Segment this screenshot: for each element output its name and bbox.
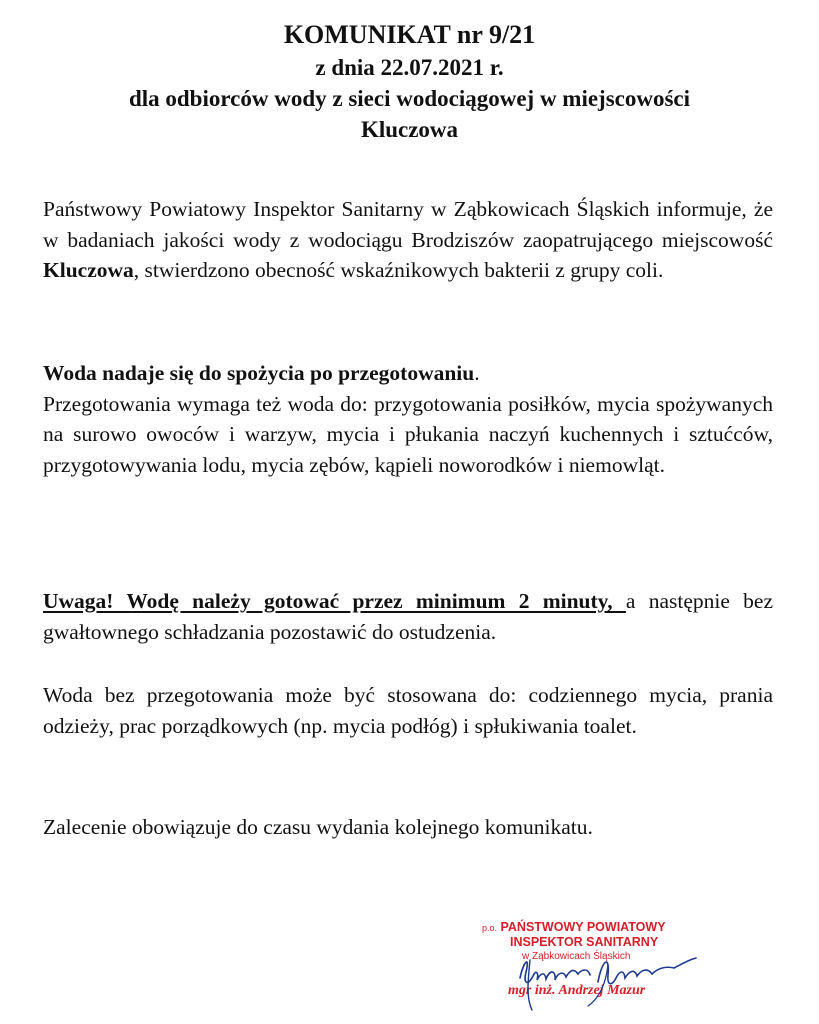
paragraph-unboiled-uses: [43, 680, 773, 741]
boiling-period: .: [474, 361, 480, 385]
official-stamp: [470, 920, 710, 1015]
validity-text: Zalecenie obowiązuje do czasu wydania kolejnego komunikatu.: [43, 815, 593, 839]
announcement-title: KOMUNIKAT nr 9/21: [283, 20, 536, 49]
announcement-date: z dnia 22.07.2021 r.: [315, 55, 504, 80]
announcement-town: Kluczowa: [360, 117, 459, 142]
findings-text-a: Państwowy Powiatowy Inspektor Sanitarny w Ząbkowicach Śląskich informuje, że w badaniach jakości wody z wodociągu Brodziszów zaopatrującego miejscowość: [43, 197, 773, 252]
announcement-header: [0, 18, 819, 145]
paragraph-validity: [43, 812, 773, 843]
stamp-line-3: w Ząbkowicach Śląskich: [522, 951, 631, 962]
boiling-lead: Woda nadaje się do spożycia po przegotowaniu: [43, 361, 475, 385]
paragraph-warning: [43, 586, 773, 647]
stamp-prefix: p.o.: [482, 923, 498, 933]
warning-text: Uwaga! Wodę należy gotować przez minimum 2 minuty,: [43, 589, 626, 613]
stamp-office: PAŃSTWOWY POWIATOWY: [500, 920, 666, 934]
boiling-uses: Przegotowania wymaga też woda do: przygotowania posiłków, mycia spożywanych na surowo owoców i warzyw, mycia i płukania naczyń kuchennych i sztućców, przygotowywania lodu, mycia zębów, kąpieli noworodków i niemowląt.: [43, 391, 773, 477]
paragraph-findings: [43, 194, 773, 286]
handwritten-signature: [470, 920, 710, 1015]
unboiled-uses-text: Woda bez przegotowania może być stosowana do: codziennego mycia, prania odzieży, prac porządkowych (np. mycia podłóg) i spłukiwania toalet.: [43, 683, 773, 738]
stamp-signatory-name: mgr inż. Andrzej Mazur: [508, 983, 646, 998]
stamp-line-2: INSPEKTOR SANITARNY: [510, 935, 659, 949]
paragraph-boiling-required: [43, 358, 773, 480]
announcement-audience: dla odbiorców wody z sieci wodociągowej w miejscowości: [128, 86, 691, 111]
findings-text-b: , stwierdzono obecność wskaźnikowych bakterii z grupy coli.: [133, 258, 664, 282]
findings-town: Kluczowa: [43, 258, 134, 282]
warning-continuation: a następnie bez gwałtownego schładzania pozostawić do ostudzenia.: [43, 589, 773, 644]
